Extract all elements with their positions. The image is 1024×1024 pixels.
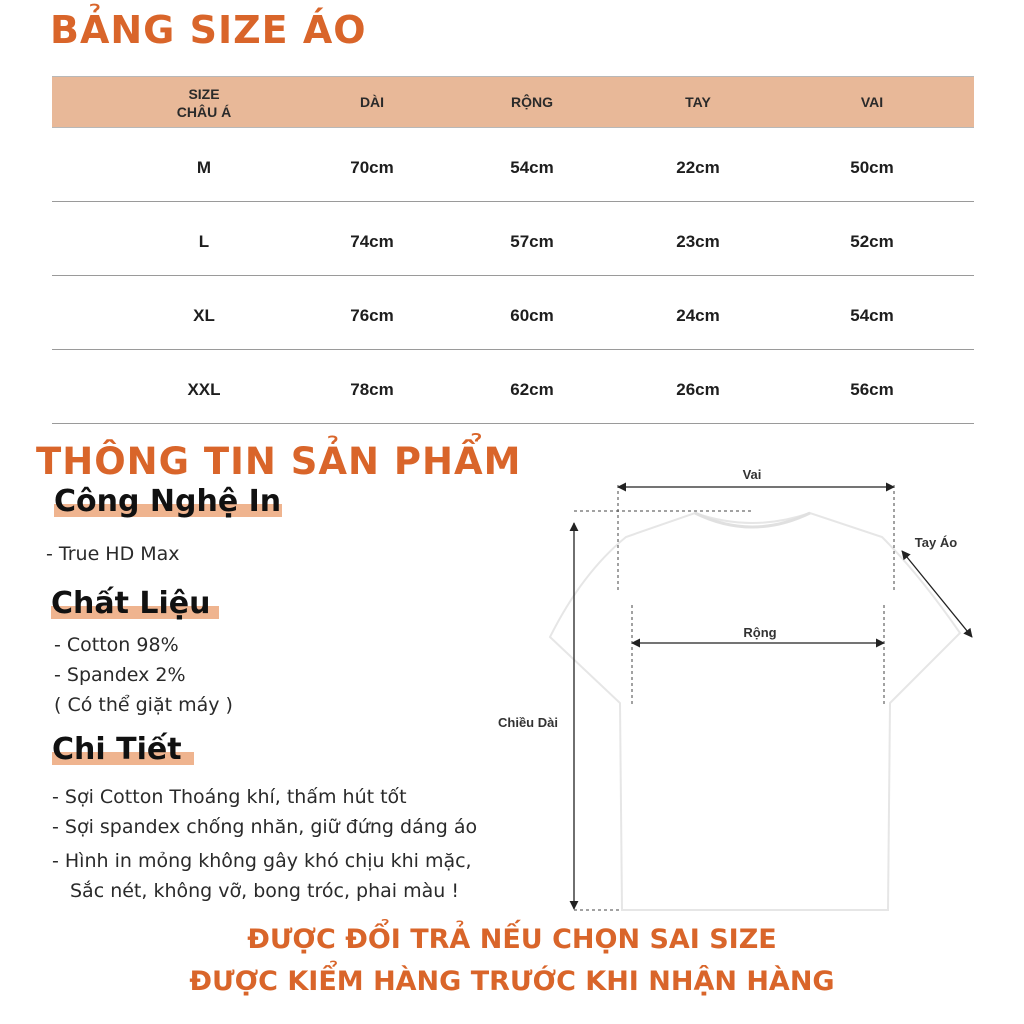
- sleeve-cell: 22cm: [676, 158, 720, 177]
- width-cell: 60cm: [510, 306, 554, 325]
- details-item: - Sợi spandex chống nhăn, giữ đứng dáng áo: [52, 816, 478, 838]
- header-length: DÀI: [359, 94, 385, 110]
- sleeve-cell: 23cm: [676, 232, 720, 251]
- material-note: ( Có thể giặt máy ): [54, 694, 233, 716]
- width-cell: 57cm: [510, 232, 554, 251]
- size-cell: XL: [193, 306, 215, 325]
- width-cell: 54cm: [510, 158, 554, 177]
- product-info-title: THÔNG TIN SẢN PHẨM: [36, 440, 522, 483]
- table-row: [52, 202, 974, 276]
- tshirt-shape: [550, 513, 960, 910]
- shoulder-label: Vai: [742, 467, 762, 482]
- header-width: RỘNG: [511, 94, 553, 110]
- print-tech-heading: Công Nghệ In: [54, 484, 282, 519]
- length-cell: 76cm: [350, 306, 394, 325]
- sleeve-cell: 26cm: [676, 380, 720, 399]
- details-item: - Sợi Cotton Thoáng khí, thấm hút tốt: [52, 786, 407, 808]
- table-row: [52, 350, 974, 424]
- length-cell: 70cm: [350, 158, 394, 177]
- size-cell: M: [196, 158, 212, 177]
- details-heading: Chi Tiết: [52, 732, 182, 767]
- size-cell: XXL: [187, 380, 221, 399]
- table-row: [52, 128, 974, 202]
- header-size: SIZE CHÂU Á: [176, 86, 232, 120]
- material-heading: Chất Liệu: [51, 586, 211, 621]
- footer-exchange-note: ĐƯỢC ĐỔI TRẢ NẾU CHỌN SAI SIZE: [247, 924, 777, 955]
- material-item: - Spandex 2%: [54, 664, 186, 686]
- length-cell: 78cm: [350, 380, 394, 399]
- footer-inspect-note: ĐƯỢC KIỂM HÀNG TRƯỚC KHI NHẬN HÀNG: [189, 966, 835, 997]
- details-item: Sắc nét, không vỡ, bong tróc, phai màu !: [70, 880, 459, 902]
- shoulder-cell: 54cm: [850, 306, 894, 325]
- table-header: [52, 76, 974, 128]
- table-row: [52, 276, 974, 350]
- print-tech-item: - True HD Max: [46, 543, 180, 565]
- length-cell: 74cm: [350, 232, 394, 251]
- size-table: [52, 76, 974, 424]
- length-label: Chiều Dài: [498, 715, 558, 730]
- details-item: - Hình in mỏng không gây khó chịu khi mặc,: [52, 850, 472, 872]
- tshirt-measurement-diagram: [490, 455, 1024, 925]
- header-sleeve: TAY: [685, 94, 711, 110]
- sleeve-cell: 24cm: [676, 306, 720, 325]
- shoulder-cell: 52cm: [850, 232, 894, 251]
- chest-label: Rộng: [743, 625, 777, 640]
- size-cell: L: [198, 232, 210, 251]
- width-cell: 62cm: [510, 380, 554, 399]
- page-title: BẢNG SIZE ÁO: [50, 8, 367, 52]
- header-shoulder: VAI: [860, 94, 884, 110]
- sleeve-label: Tay Áo: [914, 535, 958, 550]
- shoulder-cell: 56cm: [850, 380, 894, 399]
- material-item: - Cotton 98%: [54, 634, 179, 656]
- shoulder-cell: 50cm: [850, 158, 894, 177]
